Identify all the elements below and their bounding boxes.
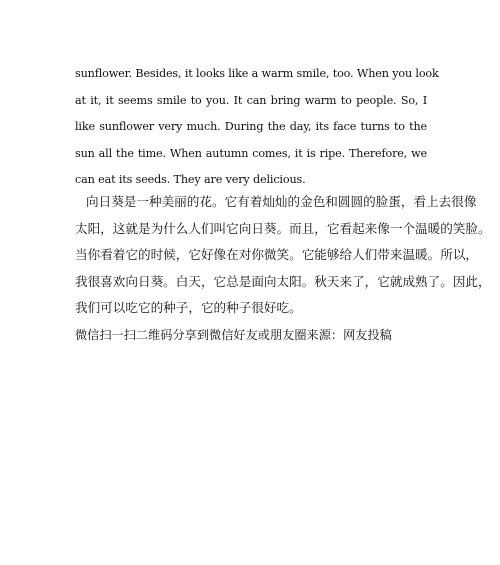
- english-paragraph: [75, 64, 439, 197]
- chinese-line: 太阳，这就是为什么人们叫它向日葵。而且，它看起来像一个温暖的笑脸。: [75, 220, 491, 236]
- english-line: at it, it seems smile to you. It can bring warm to people. So, I: [75, 93, 427, 107]
- chinese-line: 我们可以吃它的种子，它的种子很好吃。: [75, 300, 302, 316]
- chinese-line: 向日葵是一种美丽的花。它有着灿灿的金色和圆圆的脸蛋，看上去很像: [86, 194, 477, 209]
- share-source-text: 微信扫一扫二维码分享到微信好友或朋友圈来源：网友投稿: [75, 328, 392, 342]
- english-line: sun all the time. When autumn comes, it is ripe. Therefore, we: [75, 146, 427, 160]
- english-line: like sunflower very much. During the day, its face turns to the: [75, 120, 427, 134]
- english-line: sunflower. Besides, it looks like a warm smile, too. When you look: [75, 67, 439, 80]
- chinese-line: 我很喜欢向日葵。白天，它总是面向太阳。秋天来了，它就成熟了。因此，: [75, 273, 491, 289]
- chinese-paragraph: [75, 189, 491, 322]
- english-line: can eat its seeds. They are very delicious.: [75, 173, 306, 187]
- chinese-line: 当你看着它的时候，它好像在对你微笑。它能够给人们带来温暖。所以，: [75, 247, 478, 263]
